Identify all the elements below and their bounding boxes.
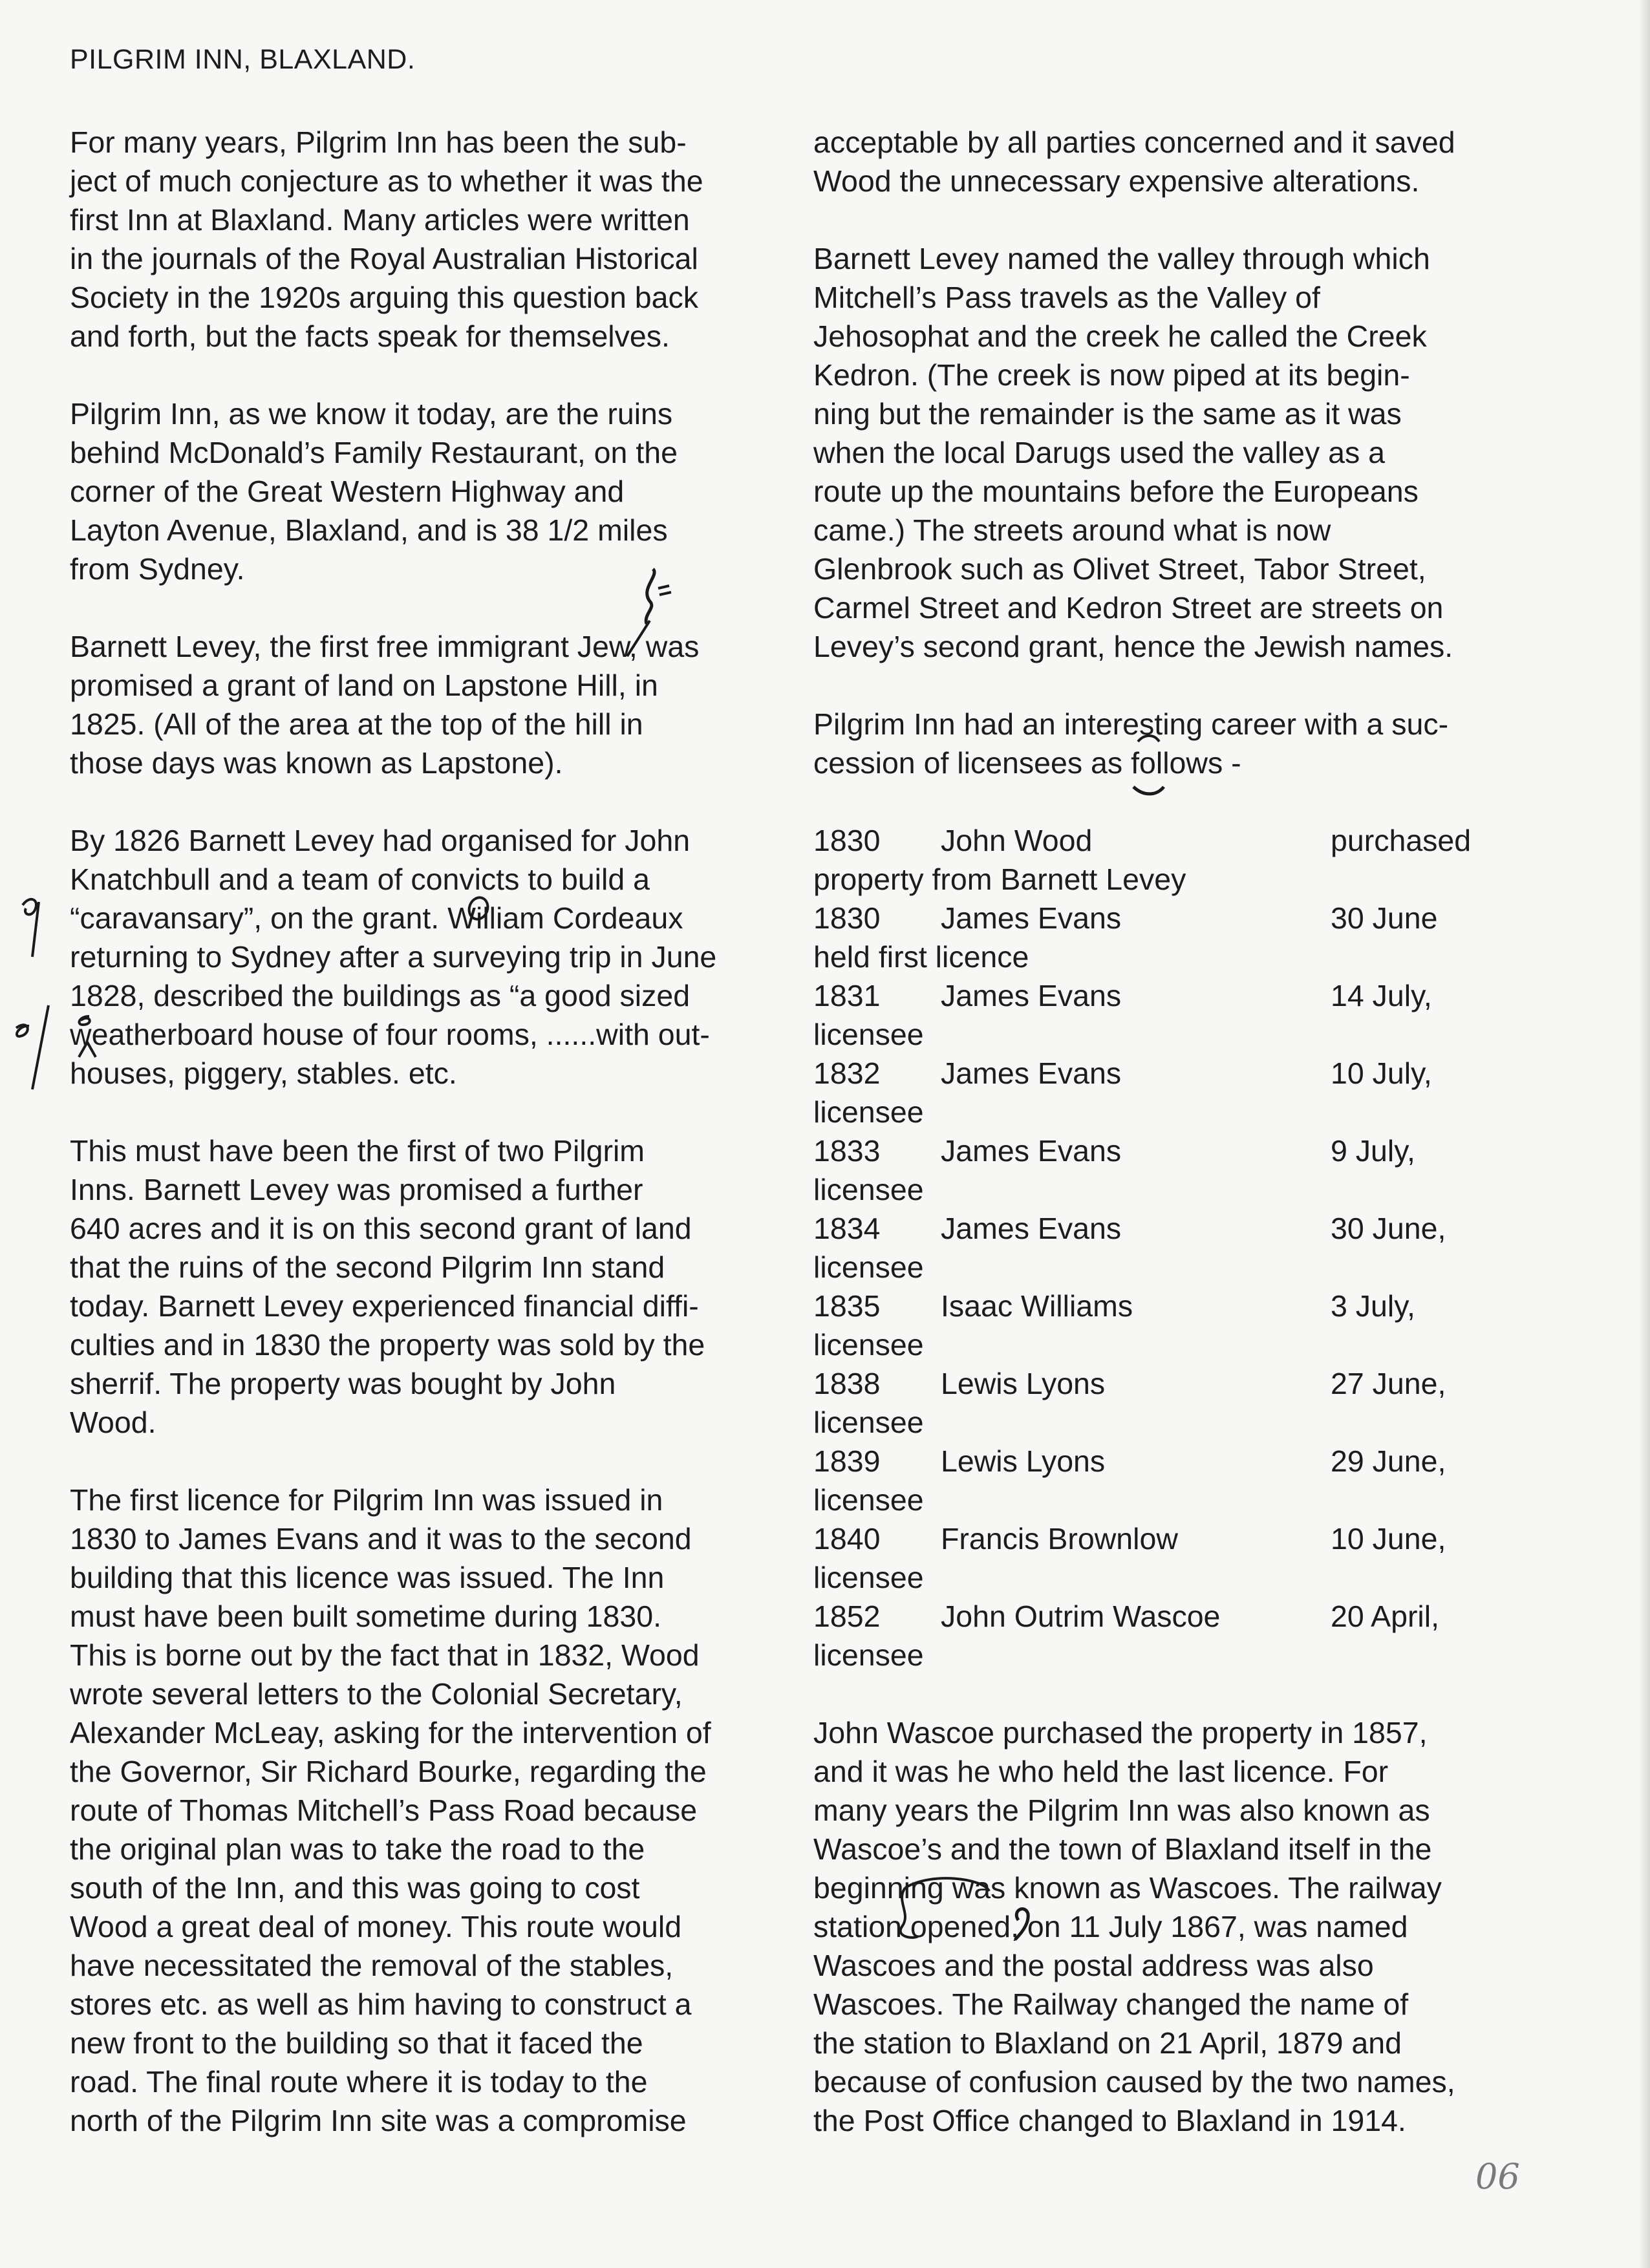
licensee-date: 20 April, xyxy=(1331,1599,1440,1633)
licensee-date: 14 July, xyxy=(1331,979,1432,1012)
text-line: road. The final route where it is today to the xyxy=(70,2065,648,2099)
text-line: first Inn at Blaxland. Many articles were written xyxy=(70,203,690,237)
paragraph-gap xyxy=(813,782,1531,821)
text-line: houses, piggery, stables. etc. xyxy=(70,1056,457,1090)
text-line: Mitchell’s Pass travels as the Valley of xyxy=(813,281,1320,314)
text-line: because of confusion caused by the two names, xyxy=(813,2065,1455,2099)
licensee-name: James Evans xyxy=(941,979,1122,1012)
text-line: promised a grant of land on Lapstone Hill, in xyxy=(70,669,658,702)
text-line: the original plan was to take the road to the xyxy=(70,1832,645,1866)
text-line: have necessitated the removal of the stables, xyxy=(70,1949,674,1982)
text-line: The first licence for Pilgrim Inn was issued in xyxy=(70,1483,663,1517)
text-line: new front to the building so that it faced the xyxy=(70,2026,643,2060)
page-number: 06 xyxy=(1475,2156,1520,2197)
paragraph xyxy=(70,821,788,1093)
text-line: 1828, described the buildings as “a good sized xyxy=(70,979,691,1012)
licensee-year: 1852 xyxy=(813,1599,881,1633)
text-line: ject of much conjecture as to whether it was the xyxy=(70,164,703,198)
licensee-year: 1832 xyxy=(813,1056,881,1090)
licensee-year: 1834 xyxy=(813,1212,881,1245)
handwritten-margin-mark-1 xyxy=(13,892,52,963)
text-line: building that this licence was issued. The Inn xyxy=(70,1561,665,1594)
text-line: Society in the 1920s arguing this question back xyxy=(70,281,698,314)
text-line: and forth, but the facts speak for themselves. xyxy=(70,319,670,353)
text-line: Layton Avenue, Blaxland, and is 38 1/2 miles xyxy=(70,513,668,547)
page-title: PILGRIM INN, BLAXLAND. xyxy=(70,44,416,75)
paragraph xyxy=(70,1481,788,2140)
licensee-date: 10 June, xyxy=(1331,1522,1446,1556)
paragraph xyxy=(813,239,1531,666)
text-line: weatherboard house of four rooms, ......with out- xyxy=(70,1018,710,1051)
licensee-name: Isaac Williams xyxy=(941,1289,1133,1323)
paragraph xyxy=(813,1713,1531,2140)
text-line: route of Thomas Mitchell’s Pass Road because xyxy=(70,1793,698,1827)
paragraph-gap xyxy=(70,588,788,627)
licensee-date: 10 July, xyxy=(1331,1056,1432,1090)
text-line: Barnett Levey, the first free immigrant Jew, was xyxy=(70,630,700,663)
text-line: came.) The streets around what is now xyxy=(813,513,1331,547)
text-line: sherrif. The property was bought by John xyxy=(70,1367,616,1400)
text-line: Carmel Street and Kedron Street are streets on xyxy=(813,591,1444,625)
licensee-name: James Evans xyxy=(941,1134,1122,1168)
paragraph-gap xyxy=(813,200,1531,239)
text-line: Wascoe’s and the town of Blaxland itself in the xyxy=(813,1832,1432,1866)
licensee-row xyxy=(813,1597,1531,1636)
licensee-row xyxy=(813,821,1531,860)
licensee-note: licensee xyxy=(813,1328,924,1362)
licensee-date: 29 June, xyxy=(1331,1444,1446,1478)
text-line: Wood the unnecessary expensive alterations. xyxy=(813,164,1420,198)
licensee-note: licensee xyxy=(813,1483,924,1517)
licensee-name: James Evans xyxy=(941,901,1122,935)
text-line: in the journals of the Royal Australian Historical xyxy=(70,242,698,275)
licensee-date: 3 July, xyxy=(1331,1289,1415,1323)
licensee-row xyxy=(813,1287,1531,1325)
paragraph xyxy=(70,1131,788,1442)
licensee-date: 27 June, xyxy=(1331,1367,1446,1400)
licensee-year: 1833 xyxy=(813,1134,881,1168)
text-line: Wood a great deal of money. This route would xyxy=(70,1910,682,1943)
text-line: This is borne out by the fact that in 1832, Wood xyxy=(70,1638,700,1672)
text-line: cession of licensees as follows - xyxy=(813,746,1241,780)
text-line: This must have been the first of two Pilgrim xyxy=(70,1134,645,1168)
paragraph-gap xyxy=(70,356,788,394)
text-line: beginning was known as Wascoes. The railway xyxy=(813,1871,1442,1905)
text-line: the Governor, Sir Richard Bourke, regarding the xyxy=(70,1755,707,1788)
licensee-row xyxy=(813,1442,1531,1481)
text-line: Wood. xyxy=(70,1406,156,1439)
paragraph xyxy=(70,123,788,356)
right-column-intro xyxy=(813,123,1531,782)
text-line: ning but the remainder is the same as it was xyxy=(813,397,1402,431)
licensee-row xyxy=(813,1364,1531,1403)
licensee-name: Lewis Lyons xyxy=(941,1367,1106,1400)
paragraph-gap xyxy=(813,666,1531,705)
text-line: behind McDonald’s Family Restaurant, on the xyxy=(70,436,678,469)
text-line: returning to Sydney after a surveying trip in June xyxy=(70,940,717,974)
licensee-note: licensee xyxy=(813,1638,924,1672)
paragraph xyxy=(813,705,1531,782)
text-line: “caravansary”, on the grant. William Cordeaux xyxy=(70,901,683,935)
text-line: stores etc. as well as him having to construct a xyxy=(70,1987,692,2021)
licensee-date: 30 June, xyxy=(1331,1212,1446,1245)
paragraph xyxy=(70,627,788,782)
text-line: north of the Pilgrim Inn site was a compromise xyxy=(70,2104,687,2137)
paragraph xyxy=(70,394,788,588)
text-line: Pilgrim Inn had an interesting career with a suc- xyxy=(813,707,1449,741)
text-line: wrote several letters to the Colonial Secretary, xyxy=(70,1677,683,1711)
licensee-note: licensee xyxy=(813,1173,924,1206)
licensee-row xyxy=(813,1131,1531,1170)
licensee-year: 1830 xyxy=(813,824,881,857)
text-line: 640 acres and it is on this second grant of land xyxy=(70,1212,692,1245)
text-line: 1825. (All of the area at the top of the hill in xyxy=(70,707,643,741)
licensee-row xyxy=(813,976,1531,1015)
licensee-year: 1839 xyxy=(813,1444,881,1478)
text-line: Kedron. (The creek is now piped at its begin- xyxy=(813,358,1410,392)
licensee-table xyxy=(813,821,1531,1674)
licensee-date: purchased xyxy=(1331,824,1472,857)
licensee-row xyxy=(813,1519,1531,1558)
licensee-year: 1830 xyxy=(813,901,881,935)
licensee-note: property from Barnett Levey xyxy=(813,862,1186,896)
licensee-year: 1831 xyxy=(813,979,881,1012)
text-line: culties and in 1830 the property was sold by the xyxy=(70,1328,705,1362)
handwritten-margin-mark-2 xyxy=(10,999,68,1096)
right-column-outro xyxy=(813,1713,1531,2140)
text-line: Knatchbull and a team of convicts to build a xyxy=(70,862,650,896)
text-line: the station to Blaxland on 21 April, 1879 and xyxy=(813,2026,1402,2060)
text-line: Barnett Levey named the valley through which xyxy=(813,242,1430,275)
text-line: 1830 to James Evans and it was to the second xyxy=(70,1522,692,1556)
text-line: For many years, Pilgrim Inn has been the sub- xyxy=(70,125,687,159)
licensee-year: 1835 xyxy=(813,1289,881,1323)
left-column xyxy=(70,123,788,2140)
licensee-note: licensee xyxy=(813,1018,924,1051)
text-line: Pilgrim Inn, as we know it today, are the ruins xyxy=(70,397,673,431)
licensee-note: held first licence xyxy=(813,940,1029,974)
text-line: must have been built sometime during 1830. xyxy=(70,1599,662,1633)
text-line: Alexander McLeay, asking for the intervention of xyxy=(70,1716,711,1749)
paragraph-gap xyxy=(70,1093,788,1131)
text-line: today. Barnett Levey experienced financial diffi- xyxy=(70,1289,699,1323)
paragraph-gap xyxy=(813,1674,1531,1713)
paragraph-gap xyxy=(70,1442,788,1481)
text-line: Levey’s second grant, hence the Jewish names. xyxy=(813,630,1453,663)
licensee-name: Lewis Lyons xyxy=(941,1444,1106,1478)
licensee-date: 30 June xyxy=(1331,901,1438,935)
text-line: By 1826 Barnett Levey had organised for John xyxy=(70,824,691,857)
licensee-name: Francis Brownlow xyxy=(941,1522,1178,1556)
licensee-note: licensee xyxy=(813,1095,924,1129)
text-line: John Wascoe purchased the property in 1857, xyxy=(813,1716,1428,1749)
text-line: Inns. Barnett Levey was promised a further xyxy=(70,1173,643,1206)
text-line: Wascoes and the postal address was also xyxy=(813,1949,1374,1982)
text-line: Wascoes. The Railway changed the name of xyxy=(813,1987,1409,2021)
paragraph-gap xyxy=(70,782,788,821)
text-line: corner of the Great Western Highway and xyxy=(70,475,625,508)
text-line: the Post Office changed to Blaxland in 1914. xyxy=(813,2104,1406,2137)
text-line: acceptable by all parties concerned and it saved xyxy=(813,125,1455,159)
text-line: Glenbrook such as Olivet Street, Tabor Street, xyxy=(813,552,1426,586)
text-line: many years the Pilgrim Inn was also known as xyxy=(813,1793,1430,1827)
text-line: south of the Inn, and this was going to cost xyxy=(70,1871,640,1905)
licensee-name: John Wood xyxy=(941,824,1093,857)
licensee-name: James Evans xyxy=(941,1212,1122,1245)
text-line: Jehosophat and the creek he called the Creek xyxy=(813,319,1427,353)
right-column xyxy=(813,123,1531,2140)
licensee-note: licensee xyxy=(813,1406,924,1439)
licensee-row xyxy=(813,1054,1531,1093)
scan-edge-shadow xyxy=(1638,0,1650,2268)
paragraph xyxy=(813,123,1531,200)
licensee-row xyxy=(813,899,1531,937)
licensee-note: licensee xyxy=(813,1561,924,1594)
licensee-name: John Outrim Wascoe xyxy=(941,1599,1221,1633)
licensee-row xyxy=(813,1209,1531,1248)
text-line: route up the mountains before the Europeans xyxy=(813,475,1419,508)
licensee-year: 1840 xyxy=(813,1522,881,1556)
licensee-year: 1838 xyxy=(813,1367,881,1400)
licensee-note: licensee xyxy=(813,1250,924,1284)
text-line: and it was he who held the last licence. For xyxy=(813,1755,1389,1788)
text-line: those days was known as Lapstone). xyxy=(70,746,563,780)
text-line: from Sydney. xyxy=(70,552,245,586)
text-line: that the ruins of the second Pilgrim Inn stand xyxy=(70,1250,665,1284)
text-line: station opened, on 11 July 1867, was named xyxy=(813,1910,1408,1943)
licensee-name: James Evans xyxy=(941,1056,1122,1090)
licensee-date: 9 July, xyxy=(1331,1134,1415,1168)
text-line: when the local Darugs used the valley as a xyxy=(813,436,1386,469)
